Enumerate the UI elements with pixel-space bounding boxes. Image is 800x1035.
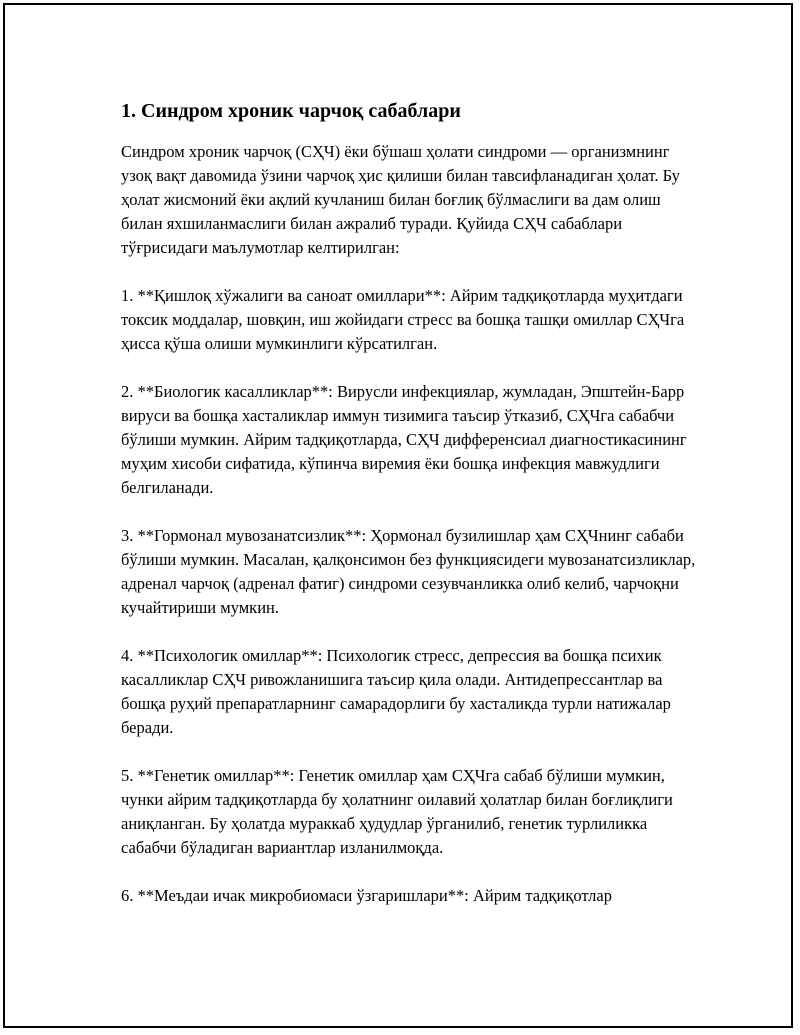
list-item: 3. **Гормонал мувозанатсизлик**: Ҳормонал бузилишлар ҳам СҲЧнинг сабаби бўлиши мумкин. Масалан, қалқонсимон без функциясидеги мувозанатсизликлар, адренал чарчоқ (адренал фатиг) синдроми сезувчанликка олиб келиб, чарчоқни кучайтириши мумкин.	[121, 526, 696, 617]
list-item: 2. **Биологик касалликлар**: Вирусли инфекциялар, жумладан, Эпштейн-Барр вируси ва бошқа хасталиклар иммун тизимига таъсир ўтказиб, СҲЧга сабабчи бўлиши мумкин. Айрим тадқиқотларда, СҲЧ дифференсиал диагностикасининг муҳим хисоби сифатида, кўпинча виремия ёки бошқа инфекция мавжудлиги белгиланади.	[121, 382, 687, 497]
document-content	[121, 97, 701, 932]
document-page	[3, 3, 793, 1028]
list-item: 6. **Меъдаи ичак микробиомаси ўзгаришлари**: Айрим тадқиқотлар	[121, 886, 612, 905]
list-item: 4. **Психологик омиллар**: Психологик стресс, депрессия ва бошқа психик касалликлар СҲЧ ривожланишига таъсир қила олади. Антидепрессантлар ва бошқа руҳий препаратларнинг самарадорлиги бу хасталикда турли натижалар беради.	[121, 646, 671, 737]
intro-paragraph: Синдром хроник чарчоқ (СҲЧ) ёки бўшаш ҳолати синдроми — организмнинг узоқ вақт давомида ўзини чарчоқ ҳис қилиши билан тавсифланадиган ҳолат. Бу ҳолат жисмоний ёки ақлий кучланиш билан боғлиқ бўлмаслиги ва дам олиш билан яхшиланмаслиги билан ажралиб туради. Қуйида СҲЧ сабаблари тўғрисидаги маълумотлар келтирилган:	[121, 142, 680, 257]
list-item: 1. **Қишлоқ хўжалиги ва саноат омиллари**: Айрим тадқиқотларда муҳитдаги токсик моддалар, шовқин, иш жойидаги стресс ва бошқа ташқи омиллар СҲЧга ҳисса қўша олиши мумкинлиги кўрсатилган.	[121, 286, 685, 353]
document-title: 1. Синдром хроник чарчоқ сабаблари	[121, 100, 461, 122]
list-item: 5. **Генетик омиллар**: Генетик омиллар ҳам СҲЧга сабаб бўлиши мумкин, чунки айрим тадқиқотларда бу ҳолатнинг оилавий ҳолатлар билан боғлиқлиги аниқланган. Бу ҳолатда мураккаб ҳудудлар ўрганилиб, генетик турлиликка сабабчи бўладиган вариантлар изланилмоқда.	[121, 766, 673, 857]
